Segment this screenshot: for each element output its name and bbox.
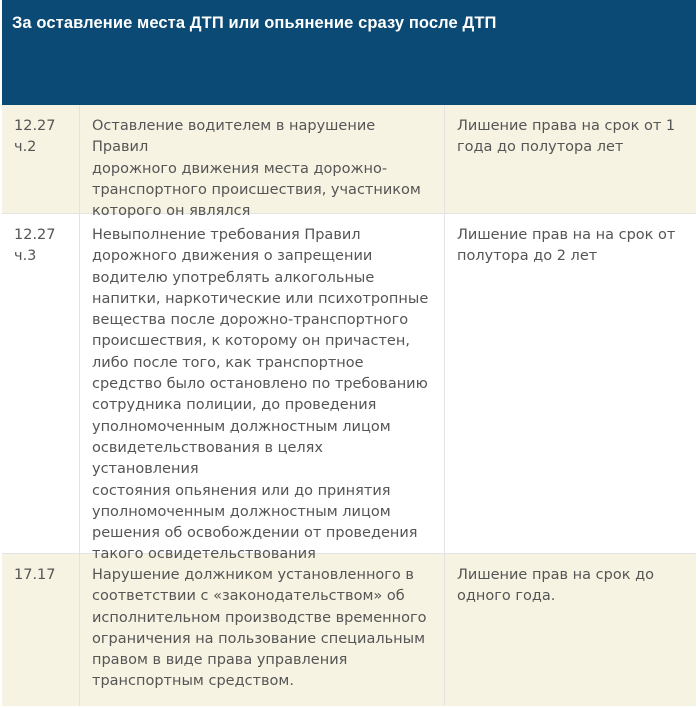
description-line: водителю употреблять алкогольные: [92, 269, 375, 286]
description-line: вещества после дорожно-транспортного: [92, 312, 409, 329]
description-line: Оставление водителем в нарушение Правил: [92, 118, 376, 156]
penalty-line: Лишение прав на срок до: [457, 567, 654, 583]
description-line: средство было остановлено по требованию: [92, 376, 428, 393]
description-line: либо после того, как транспортное: [92, 354, 364, 371]
description-line: такого освидетельствования: [92, 546, 316, 563]
description-cell: [80, 554, 445, 706]
description-line: соответствии с «законодательством» об: [92, 588, 405, 605]
penalty-line: одного года.: [457, 588, 556, 605]
description-line: решения об освобождении от проведения: [92, 525, 418, 542]
description-line: дорожного движения о запрещении: [92, 248, 373, 265]
article-line: 12.27: [14, 227, 56, 243]
penalty-cell: [445, 105, 696, 213]
penalty-line: полутора до 2 лет: [457, 248, 598, 265]
description-cell: [80, 105, 445, 220]
article-line: 17.17: [14, 567, 56, 583]
description-cell: [80, 214, 445, 563]
penalty-cell: [445, 554, 696, 706]
description-line: дорожного движения места дорожно-: [92, 160, 388, 177]
description-line: Нарушение должником установленного в: [92, 567, 414, 583]
description-line: напитки, наркотические или психотропные: [92, 290, 429, 307]
description-line: транспортным средством.: [92, 673, 294, 690]
description-line: освидетельствования в целях установления: [92, 439, 323, 478]
description-line: уполномоченным должностным лицом: [92, 418, 391, 435]
penalty-line: Лишение прав на на срок от: [457, 227, 676, 243]
article-line: ч.3: [14, 248, 37, 265]
table-header: [2, 0, 696, 105]
penalties-table: [2, 0, 696, 706]
penalty-line: года до полутора лет: [457, 139, 624, 156]
description-line: исполнительном производстве временного: [92, 609, 427, 626]
description-line: сотрудника полиции, до проведения: [92, 397, 377, 414]
description-line: уполномоченным должностным лицом: [92, 503, 391, 520]
description-line: правом в виде права управления: [92, 652, 348, 669]
table-header-title: За оставление места ДТП или опьянение сразу после ДТП: [12, 14, 497, 32]
table-row: [2, 214, 696, 563]
article-cell: [2, 105, 80, 213]
description-line: Невыполнение требования Правил: [92, 227, 361, 243]
article-line: 12.27: [14, 118, 56, 134]
penalty-line: Лишение права на срок от 1: [457, 118, 676, 134]
description-line: ограничения на пользование специальным: [92, 630, 426, 647]
article-line: ч.2: [14, 139, 37, 156]
description-line: которого он являлся: [92, 203, 251, 220]
description-line: происшествия, к которому он причастен,: [92, 333, 410, 350]
penalty-cell: [445, 214, 696, 553]
article-cell: [2, 554, 80, 706]
table-row: [2, 105, 696, 220]
table-row: [2, 554, 696, 706]
description-line: состояния опьянения или до принятия: [92, 482, 391, 499]
article-cell: [2, 214, 80, 553]
description-line: транспортного происшествия, участником: [92, 181, 421, 198]
